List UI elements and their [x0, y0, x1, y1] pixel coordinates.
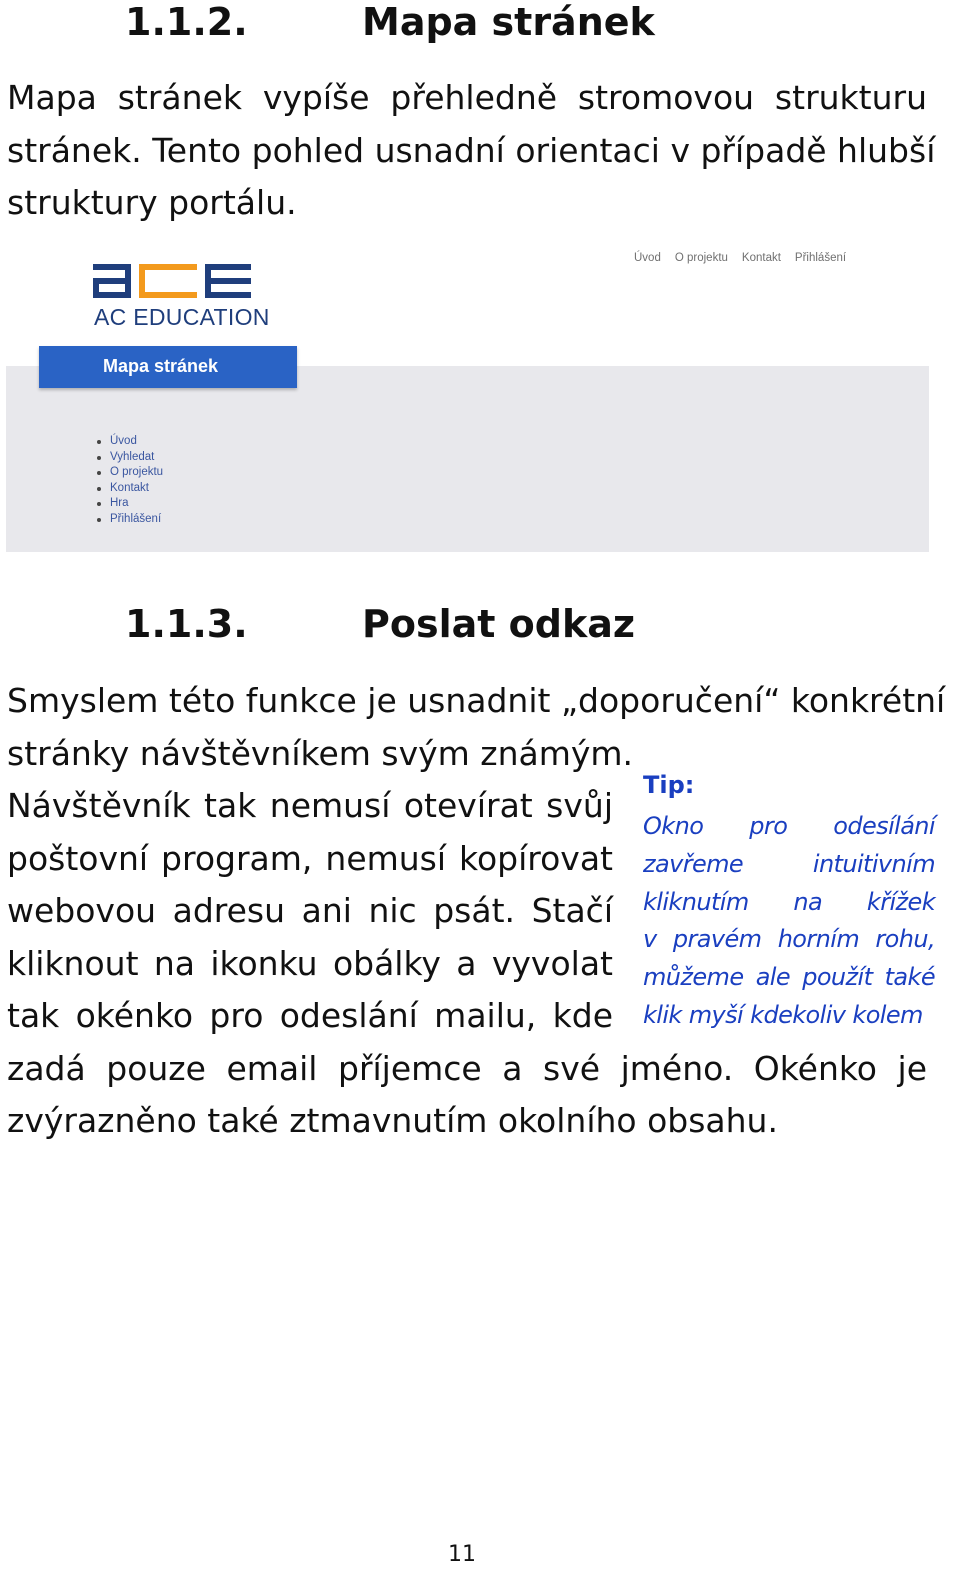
- sitemap-item-search[interactable]: [96, 450, 163, 466]
- sitemap-item-label: Vyhledat: [110, 450, 155, 463]
- bullet-icon: [97, 440, 101, 444]
- paragraph-line: struktury portálu.: [7, 183, 297, 222]
- section-heading-send-link: [125, 602, 725, 646]
- bullet-icon: [97, 518, 101, 522]
- sitemap-item-about[interactable]: [96, 465, 163, 481]
- sitemap-list: [96, 434, 163, 527]
- tip-line: zavřeme intuitivním: [643, 849, 935, 878]
- section-number: 1.1.3.: [125, 602, 248, 646]
- tip-text: [643, 808, 935, 1035]
- tip-line: v pravém horním rohu,: [643, 925, 935, 954]
- sitemap-item-game[interactable]: [96, 496, 163, 512]
- paragraph-line: webovou adresu ani nic psát. Stačí: [7, 891, 613, 930]
- ace-logo: [93, 264, 270, 334]
- site-map-paragraph: [7, 72, 936, 230]
- paragraph-line: Mapa stránek vypíše přehledně stromovou strukturu: [7, 78, 927, 117]
- tip-label: Tip:: [643, 771, 695, 799]
- tip-line: kliknutím na křížek: [643, 887, 935, 916]
- bullet-icon: [97, 456, 101, 460]
- section-number: 1.1.2.: [125, 0, 248, 44]
- sitemap-item-home[interactable]: [96, 434, 163, 450]
- nav-link-home[interactable]: Úvod: [634, 252, 661, 264]
- paragraph-line: tak okénko pro odeslání mailu, kde: [7, 996, 613, 1035]
- sitemap-item-contact[interactable]: [96, 481, 163, 497]
- paragraph-line: kliknout na ikonku obálky a vyvolat: [7, 943, 613, 983]
- sitemap-item-label: O projektu: [110, 466, 164, 478]
- bullet-icon: [97, 487, 101, 491]
- sitemap-item-label: Úvod: [110, 435, 137, 447]
- tip-line: Okno pro odesílání: [643, 812, 935, 840]
- bullet-icon: [97, 502, 101, 506]
- sitemap-item-label: Kontakt: [110, 481, 149, 494]
- tip-line: můžeme ale použít také: [643, 963, 935, 992]
- paragraph-line: zadá pouze email příjemce a své jméno. Okénko je: [7, 1048, 927, 1088]
- paragraph-line: stránek. Tento pohled usnadní orientaci v případě hlubší: [7, 130, 936, 170]
- nav-link-login[interactable]: Přihlášení: [794, 252, 847, 264]
- sitemap-item-label: Hra: [110, 497, 129, 509]
- paragraph-line: zvýrazněno také ztmavnutím okolního obsahu.: [7, 1101, 778, 1140]
- section-title: Poslat odkaz: [362, 602, 635, 646]
- bullet-icon: [97, 471, 101, 475]
- section-title: Mapa stránek: [362, 0, 655, 44]
- tip-line: klik myší kdekoliv kolem: [643, 1000, 923, 1029]
- ace-logo-mark: [93, 264, 253, 298]
- nav-link-about[interactable]: O projektu: [674, 252, 728, 264]
- section-heading-site-map: [125, 0, 725, 44]
- logo-text: AC EDUCATION: [94, 304, 270, 330]
- page-title: Mapa stránek: [103, 356, 219, 376]
- sitemap-item-login[interactable]: [96, 512, 163, 528]
- page-title-tab: [39, 346, 297, 388]
- site-map-screenshot: [6, 250, 929, 552]
- nav-link-contact[interactable]: Kontakt: [741, 252, 781, 264]
- sitemap-item-label: Přihlášení: [110, 512, 162, 525]
- paragraph-line: Návštěvník tak nemusí otevírat svůj: [7, 786, 613, 825]
- paragraph-line: Smyslem této funkce je usnadnit „doporučení“ konkrétní: [7, 681, 946, 720]
- paragraph-line: stránky návštěvníkem svým známým.: [7, 733, 634, 773]
- top-navigation: [634, 252, 846, 264]
- paragraph-line: poštovní program, nemusí kopírovat: [7, 838, 613, 878]
- page-number: 11: [448, 1542, 476, 1567]
